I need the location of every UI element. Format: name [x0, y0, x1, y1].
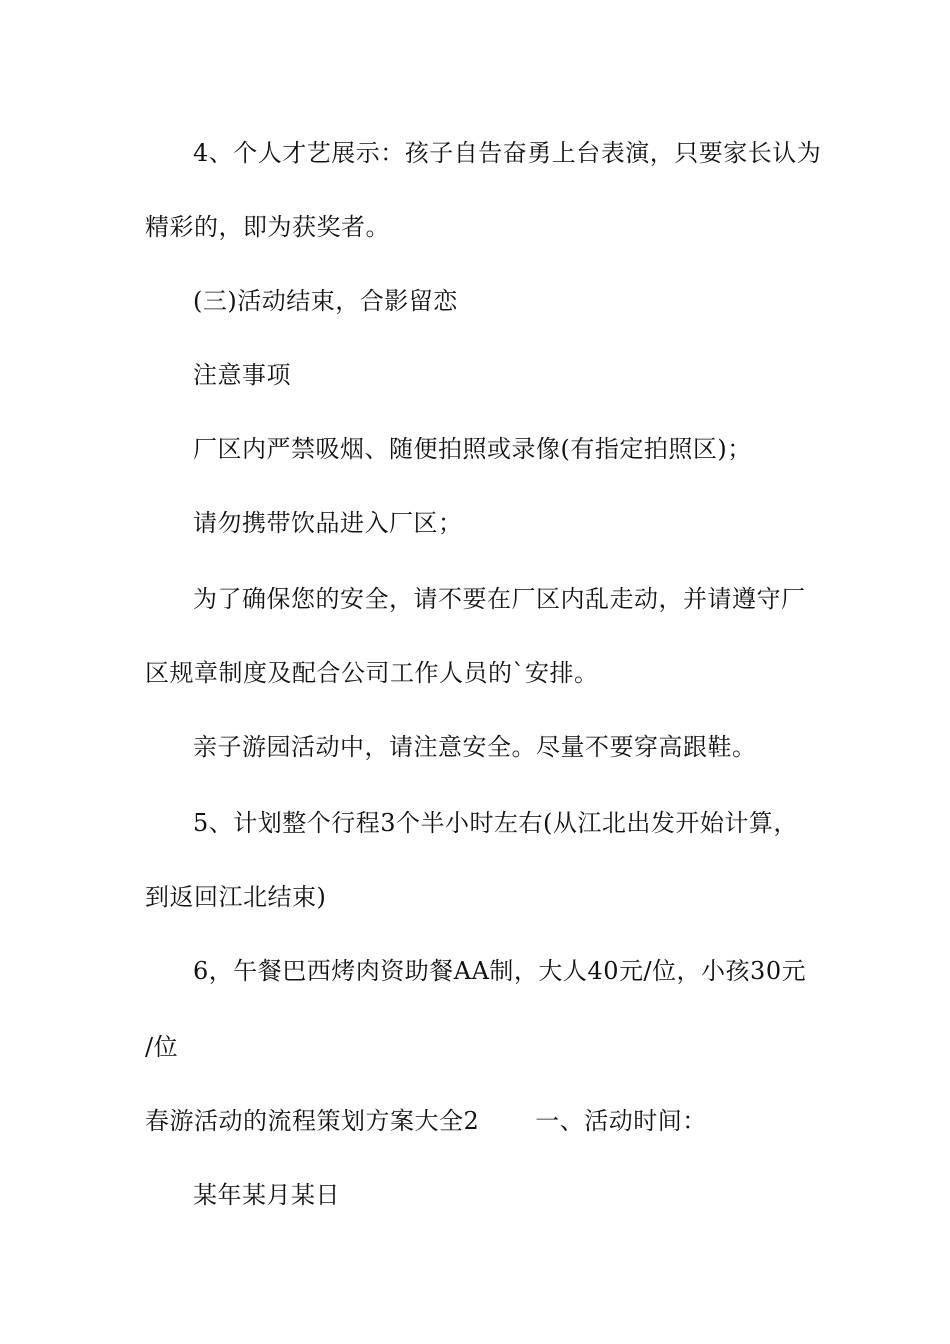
- section-subtitle: 一、活动时间：: [535, 1107, 707, 1135]
- paragraph-line: 亲子游园活动中，请注意安全。尽量不要穿高跟鞋。: [193, 733, 757, 761]
- paragraph-line: 注意事项: [193, 361, 291, 389]
- paragraph-line: /位: [145, 1033, 179, 1061]
- paragraph-line: 6，午餐巴西烤肉资助餐AA制，大人40元/位，小孩30元: [193, 957, 807, 985]
- section-heading-row: [145, 1106, 815, 1136]
- paragraph-line: 请勿携带饮品进入厂区；: [193, 509, 463, 537]
- paragraph-line: 某年某月某日: [193, 1181, 340, 1209]
- paragraph-line: 4、个人才艺展示：孩子自告奋勇上台表演，只要家长认为: [193, 139, 822, 167]
- paragraph-line: (三)活动结束，合影留恋: [193, 287, 458, 315]
- paragraph-line: 到返回江北结束): [145, 883, 327, 911]
- paragraph-line: 为了确保您的安全，请不要在厂区内乱走动，并请遵守厂: [193, 585, 806, 613]
- paragraph-line: 精彩的，即为获奖者。: [145, 213, 390, 241]
- paragraph-line: 5、计划整个行程3个半小时左右(从江北出发开始计算，: [193, 809, 798, 837]
- paragraph-line: 厂区内严禁吸烟、随便拍照或录像(有指定拍照区)；: [193, 435, 752, 463]
- section-title: 春游活动的流程策划方案大全2: [145, 1107, 480, 1135]
- paragraph-line: 区规章制度及配合公司工作人员的`安排。: [145, 659, 599, 687]
